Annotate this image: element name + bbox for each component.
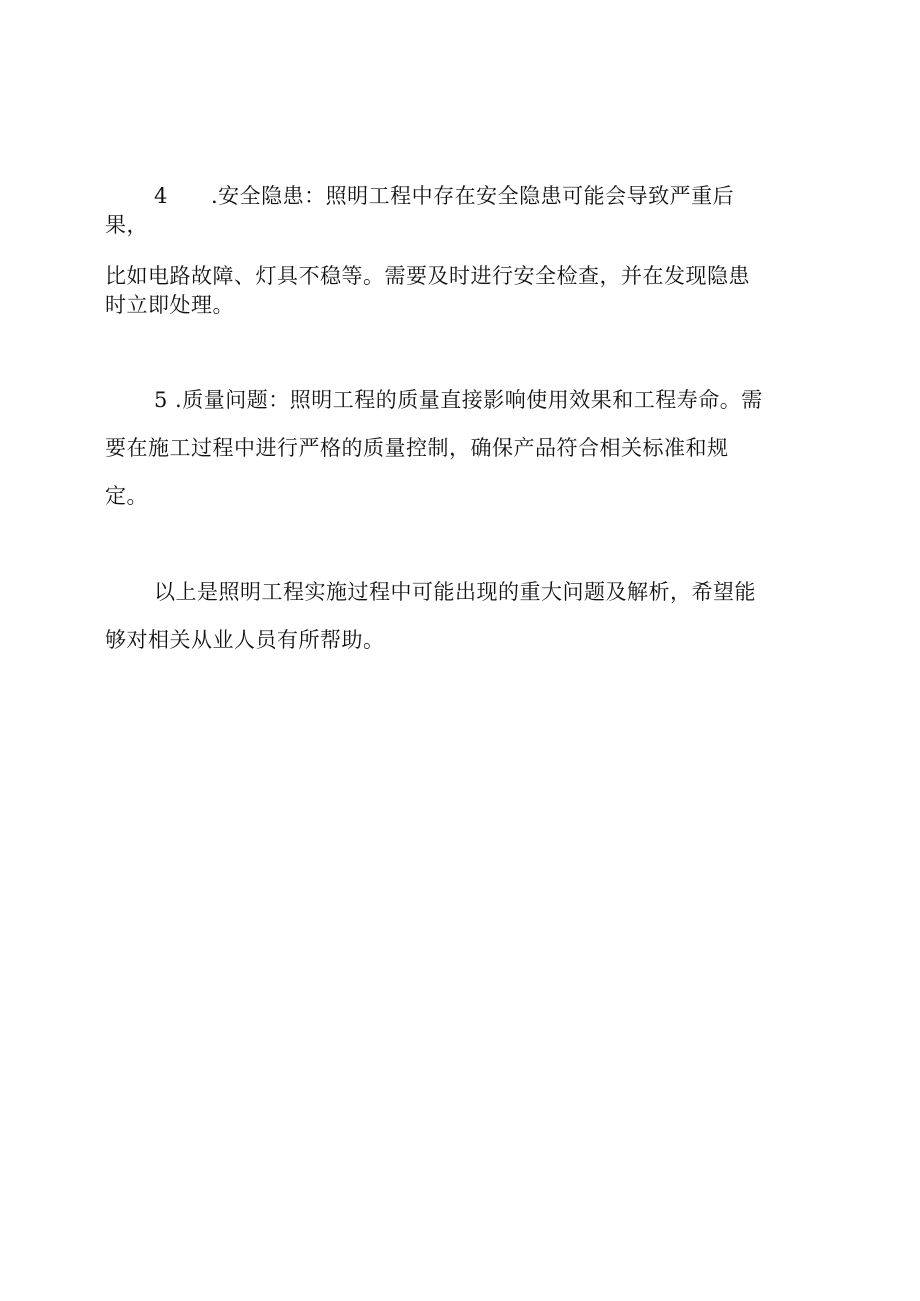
item-5-line-2: 要在施工过程中进行严格的质量控制，确保产品符合相关标准和规 [105,436,729,460]
conclusion-line-1: 以上是照明工程实施过程中可能出现的重大问题及解析，希望能 [154,580,756,604]
conclusion-line-2: 够对相关从业人员有所帮助。 [105,628,385,652]
item-4-line-1: .安全隐患：照明工程中存在安全隐患可能会导致严重后 [211,184,735,208]
item-5-line-3: 定。 [105,484,148,508]
item-4-line-3: 比如电路故障、灯具不稳等。需要及时进行安全检查，并在发现隐患 [105,264,750,288]
item-4-number: 4 [154,184,168,208]
item-4-line-2: 果， [105,213,148,237]
item-4-line-4: 时立即处理。 [105,293,234,317]
item-5-line-1: 5 .质量问题：照明工程的质量直接影响使用效果和工程寿命。需 [154,388,763,412]
